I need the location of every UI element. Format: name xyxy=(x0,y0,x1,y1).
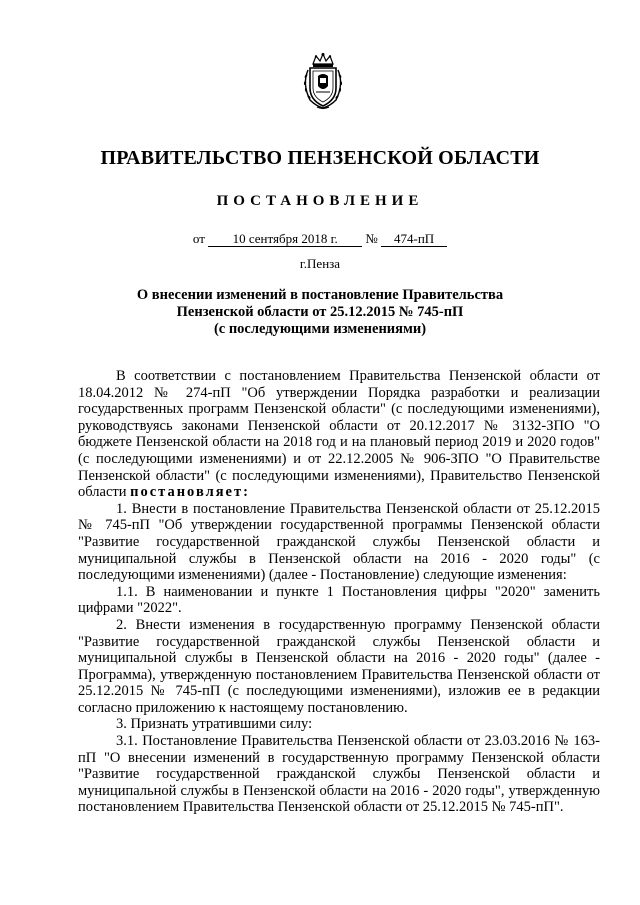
date-number-line xyxy=(0,231,640,247)
subject-line-1: О внесении изменений в постановление Правительства xyxy=(136,287,504,303)
paragraph-3: 3. Признать утратившими силу: xyxy=(116,716,313,733)
paragraph-1-1: 1.1. В наименовании и пункте 1 Постановления цифры "2020" заменить цифрами "2022". xyxy=(78,583,600,617)
paragraph-1: 1. Внести в постановление Правительства Пензенской области от 25.12.2015 № 745-пП "Об утверждении государственной программы Пензенской области "Развитие государственной гражданской службы Пензенской области и муниципальной службы в Пензенской области на 2016 - 2020 годы" (с последующими изменениями) (далее - Постановление) следующие изменения: xyxy=(78,500,600,584)
document-number: 474-пП xyxy=(381,232,447,247)
paragraph-3-1: 3.1. Постановление Правительства Пензенской области от 23.03.2016 № 163-пП "О внесении изменений в государственную программу Пензенской области "Развитие государственной гражданской службы Пензенской области и муниципальной службы в Пензенской области на 2016 - 2020 годы", утвержденную постановлением Правительства Пензенской области от 25.12.2015 № 745-пП". xyxy=(78,733,600,816)
city: г.Пенза xyxy=(299,256,341,271)
preamble-paragraph xyxy=(78,368,600,501)
government-title: ПРАВИТЕЛЬСТВО ПЕНЗЕНСКОЙ ОБЛАСТИ xyxy=(100,147,540,169)
document-body xyxy=(78,368,600,816)
subject-line-2: Пензенской области от 25.12.2015 № 745-пП xyxy=(176,304,464,320)
document-subject xyxy=(120,287,520,338)
document-type: ПОСТАНОВЛЕНИЕ xyxy=(216,193,424,209)
subject-line-3: (с последующими изменениями) xyxy=(213,321,427,337)
paragraph-2: 2. Внести изменения в государственную программу Пензенской области "Развитие государственной гражданской службы Пензенской области и муниципальной службы в Пензенской области на 2016 - 2020 годы" (далее - Программа), утвержденную постановлением Правительства Пензенской области от 25.12.2015 № 745-пП (с последующими изменениями), изложив ее в редакции согласно приложению к настоящему постановлению. xyxy=(78,616,600,716)
preamble-text: В соответствии с постановлением Правительства Пензенской области от 18.04.2012 № 274-пП "Об утверждении Порядка разработки и реализации государственных программ Пензенской области" (с последующими изменениями), руководствуясь законами Пензенской области от 20.12.2017 № 3132-ЗПО "О бюджете Пензенской области на 2018 год и на плановый период 2019 и 2020 годов" (с последующими изменениями) и от 22.12.2005 № 906-ЗПО "О Правительстве Пензенской области" (с последующими изменениями), Правительство Пензенской области xyxy=(78,368,600,501)
coat-of-arms-icon xyxy=(300,52,346,110)
number-prefix: № xyxy=(365,231,378,246)
date-prefix: от xyxy=(192,231,205,246)
document-date: 10 сентября 2018 г. xyxy=(208,232,362,247)
decree-word: постановляет: xyxy=(130,484,250,501)
